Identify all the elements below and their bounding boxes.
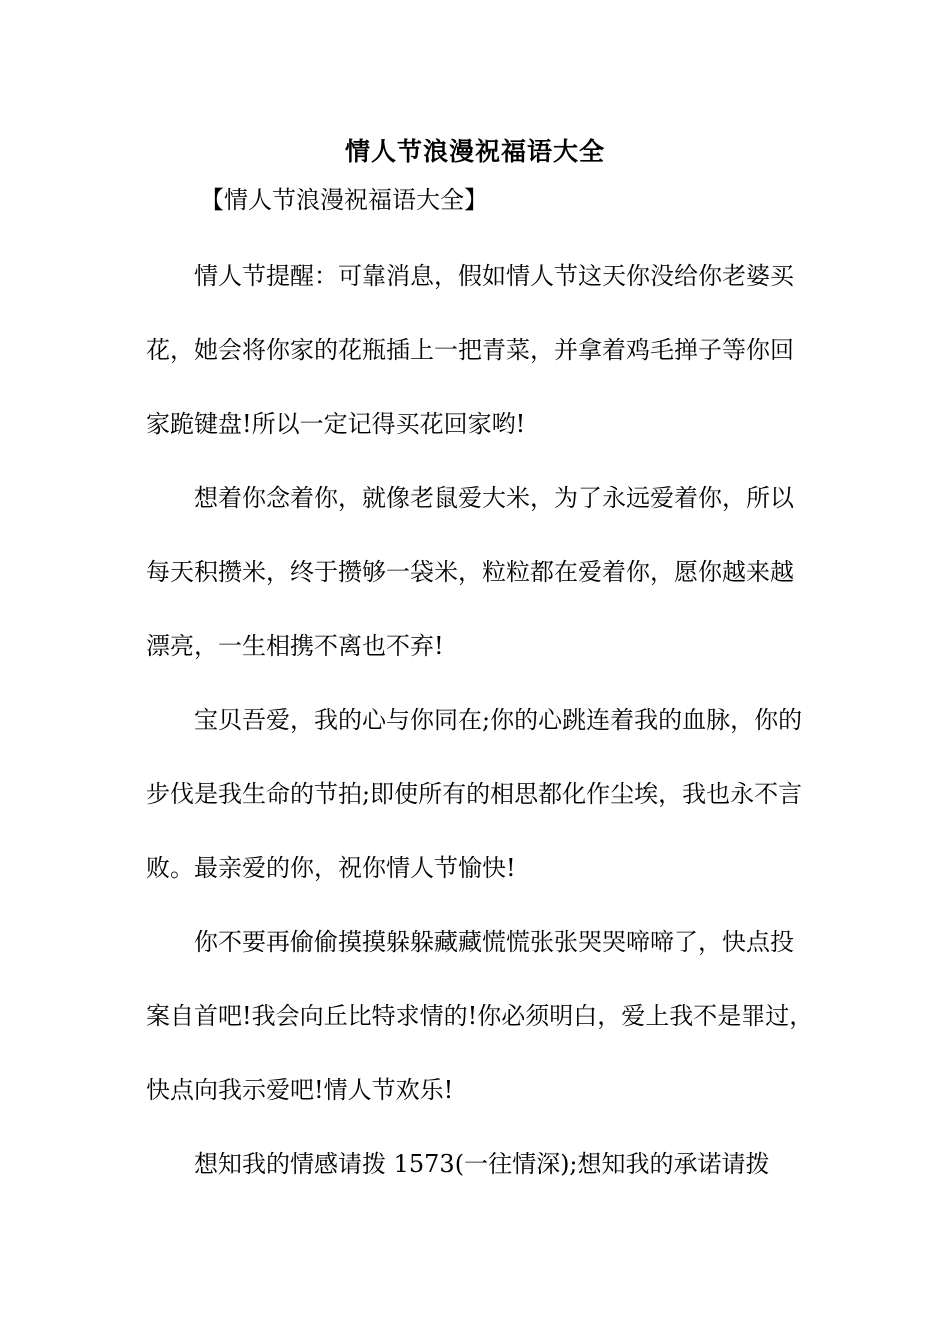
paragraph-line: 宝贝吾爱，我的心与你同在;你的心跳连着我的血脉，你的 [194, 706, 803, 734]
paragraph-line: 家跪键盘!所以一定记得买花回家哟! [146, 410, 526, 438]
paragraph-line: 花，她会将你家的花瓶插上一把青菜，并拿着鸡毛掸子等你回 [146, 336, 794, 364]
paragraph-line: 漂亮，一生相携不离也不弃! [146, 632, 444, 660]
paragraph-line: 你不要再偷偷摸摸躲躲藏藏慌慌张张哭哭啼啼了，快点投 [194, 928, 794, 956]
paragraph-line: 案自首吧!我会向丘比特求情的!你必须明白，爱上我不是罪过， [146, 1002, 814, 1030]
paragraph-line: 每天积攒米，终于攒够一袋米，粒粒都在爱着你，愿你越来越 [146, 558, 794, 586]
paragraph-line: 败。最亲爱的你，祝你情人节愉快! [146, 854, 516, 882]
paragraph-line: 想着你念着你，就像老鼠爱大米，为了永远爱着你，所以 [194, 484, 794, 512]
document-title: 情人节浪漫祝福语大全 [344, 137, 605, 166]
document-subtitle: 【情人节浪漫祝福语大全】 [200, 186, 488, 214]
paragraph-line: 情人节提醒：可靠消息，假如情人节这天你没给你老婆买 [194, 262, 794, 290]
paragraph-line: 想知我的情感请拨 1573(一往情深);想知我的承诺请拨 [194, 1150, 770, 1178]
paragraph-line: 快点向我示爱吧!情人节欢乐! [146, 1076, 454, 1104]
paragraph-line: 步伐是我生命的节拍;即使所有的相思都化作尘埃，我也永不言 [146, 780, 803, 808]
